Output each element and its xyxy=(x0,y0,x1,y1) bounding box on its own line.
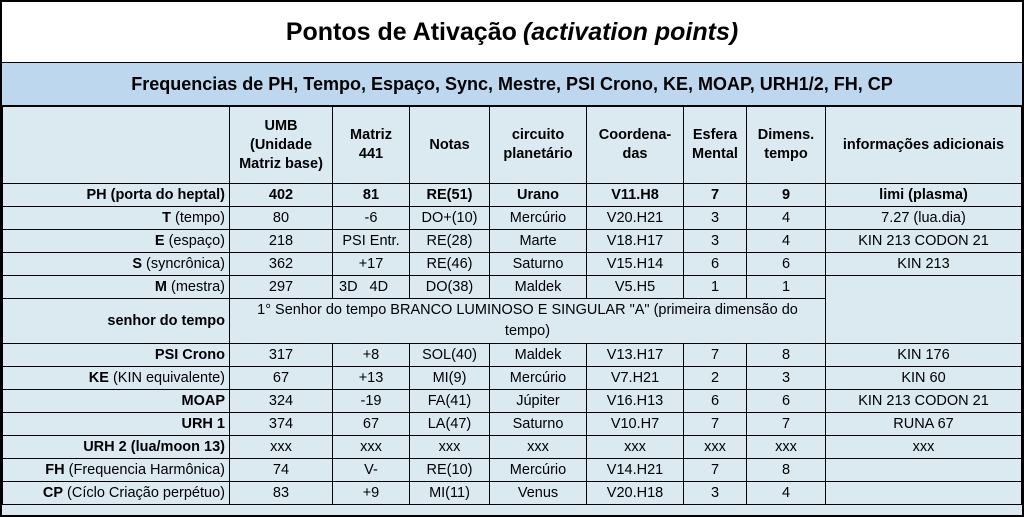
cell-matriz: +8 xyxy=(333,344,410,367)
row-label-senhor: senhor do tempo xyxy=(3,299,230,344)
cell-circuito: Venus xyxy=(490,482,587,505)
cell-matriz: +17 xyxy=(333,253,410,276)
cell-circuito: Júpiter xyxy=(490,390,587,413)
cell-dimens: 6 xyxy=(747,253,826,276)
cell-matriz xyxy=(333,276,410,299)
cell-coord: V5.H5 xyxy=(587,276,684,299)
cell-info: KIN 176 xyxy=(826,344,1022,367)
cell-coord: V14.H21 xyxy=(587,459,684,482)
cell-coord: V20.H21 xyxy=(587,207,684,230)
cell-circuito: Maldek xyxy=(490,276,587,299)
cell-matriz: V- xyxy=(333,459,410,482)
table-row xyxy=(3,184,1022,207)
cell-umb: 324 xyxy=(230,390,333,413)
cell-dimens: 4 xyxy=(747,230,826,253)
cell-notas: DO(38) xyxy=(410,276,490,299)
cell-circuito: Saturno xyxy=(490,253,587,276)
cell-info xyxy=(826,482,1022,505)
header-dimens: Dimens. tempo xyxy=(747,107,826,184)
cell-matriz: -19 xyxy=(333,390,410,413)
cell-umb: 402 xyxy=(230,184,333,207)
row-label: FH (Frequencia Harmônica) xyxy=(3,459,230,482)
cell-info: RUNA 67 xyxy=(826,413,1022,436)
cell-matriz: xxx xyxy=(333,436,410,459)
row-label: CP (Cíclo Criação perpétuo) xyxy=(3,482,230,505)
table-row xyxy=(3,390,1022,413)
cell-esfera: 3 xyxy=(684,482,747,505)
cell-notas: RE(51) xyxy=(410,184,490,207)
cell-notas: RE(10) xyxy=(410,459,490,482)
cell-dimens: 4 xyxy=(747,207,826,230)
cell-matriz: 81 xyxy=(333,184,410,207)
row-label: KE (KIN equivalente) xyxy=(3,367,230,390)
cell-notas: SOL(40) xyxy=(410,344,490,367)
table-row xyxy=(3,207,1022,230)
cell-dimens: xxx xyxy=(747,436,826,459)
cell-info: KIN 60 xyxy=(826,367,1022,390)
cell-circuito: Urano xyxy=(490,184,587,207)
cell-coord: V18.H17 xyxy=(587,230,684,253)
cell-esfera: 6 xyxy=(684,253,747,276)
cell-dimens: 3 xyxy=(747,367,826,390)
cell-esfera: 7 xyxy=(684,459,747,482)
table-row xyxy=(3,253,1022,276)
row-label: M (mestra) xyxy=(3,276,230,299)
cell-info xyxy=(826,276,1022,344)
cell-notas: DO+(10) xyxy=(410,207,490,230)
table-row xyxy=(3,367,1022,390)
cell-umb: xxx xyxy=(230,436,333,459)
cell-dimens: 9 xyxy=(747,184,826,207)
header-coordenadas: Coordena-das xyxy=(587,107,684,184)
sheet-title xyxy=(2,2,1022,63)
table-body-top xyxy=(3,184,1022,276)
header-info: informações adicionais xyxy=(826,107,1022,184)
cell-umb: 317 xyxy=(230,344,333,367)
cell-info: KIN 213 xyxy=(826,253,1022,276)
cell-coord: V15.H14 xyxy=(587,253,684,276)
row-label: PSI Crono xyxy=(3,344,230,367)
cell-esfera: 6 xyxy=(684,390,747,413)
table-row xyxy=(3,230,1022,253)
cell-dimens: 4 xyxy=(747,482,826,505)
table-row xyxy=(3,413,1022,436)
cell-dimens: 8 xyxy=(747,344,826,367)
cell-notas: MI(9) xyxy=(410,367,490,390)
cell-notas: xxx xyxy=(410,436,490,459)
table-row-mestra xyxy=(3,276,1022,299)
table-row xyxy=(3,344,1022,367)
cell-umb: 80 xyxy=(230,207,333,230)
table-row xyxy=(3,482,1022,505)
cell-esfera: 7 xyxy=(684,413,747,436)
cell-matriz-a: 3D xyxy=(339,278,358,295)
cell-info: 7.27 (lua.dia) xyxy=(826,207,1022,230)
table-body-bottom xyxy=(3,344,1022,505)
table-row xyxy=(3,459,1022,482)
table-row xyxy=(3,436,1022,459)
sheet-subtitle: Frequencias de PH, Tempo, Espaço, Sync, Mestre, PSI Crono, KE, MOAP, URH1/2, FH, CP xyxy=(2,63,1022,106)
header-row xyxy=(3,107,1022,184)
cell-umb: 83 xyxy=(230,482,333,505)
cell-circuito: Mercúrio xyxy=(490,367,587,390)
cell-umb: 74 xyxy=(230,459,333,482)
cell-coord: V10.H7 xyxy=(587,413,684,436)
cell-matriz: 67 xyxy=(333,413,410,436)
cell-notas: MI(11) xyxy=(410,482,490,505)
cell-coord: V20.H18 xyxy=(587,482,684,505)
cell-circuito: Mercúrio xyxy=(490,207,587,230)
cell-umb: 297 xyxy=(230,276,333,299)
cell-matriz: PSI Entr. xyxy=(333,230,410,253)
row-label: T (tempo) xyxy=(3,207,230,230)
cell-umb: 374 xyxy=(230,413,333,436)
cell-esfera: 2 xyxy=(684,367,747,390)
activation-table xyxy=(2,106,1022,505)
cell-esfera: xxx xyxy=(684,436,747,459)
row-label: PH (porta do heptal) xyxy=(3,184,230,207)
cell-circuito: Mercúrio xyxy=(490,459,587,482)
cell-esfera: 3 xyxy=(684,230,747,253)
header-circuito: circuito planetário xyxy=(490,107,587,184)
cell-notas: FA(41) xyxy=(410,390,490,413)
cell-coord: V11.H8 xyxy=(587,184,684,207)
cell-umb: 218 xyxy=(230,230,333,253)
cell-info: KIN 213 CODON 21 xyxy=(826,230,1022,253)
table-body-middle xyxy=(3,276,1022,344)
row-label: URH 2 (lua/moon 13) xyxy=(3,436,230,459)
cell-umb: 67 xyxy=(230,367,333,390)
cell-umb: 362 xyxy=(230,253,333,276)
cell-circuito: Maldek xyxy=(490,344,587,367)
cell-coord: V7.H21 xyxy=(587,367,684,390)
row-label: URH 1 xyxy=(3,413,230,436)
title-main: Pontos de Ativação xyxy=(285,17,517,46)
cell-dimens: 7 xyxy=(747,413,826,436)
cell-coord: xxx xyxy=(587,436,684,459)
header-label xyxy=(3,107,230,184)
cell-coord: V16.H13 xyxy=(587,390,684,413)
cell-notas: RE(28) xyxy=(410,230,490,253)
cell-circuito: Marte xyxy=(490,230,587,253)
cell-info xyxy=(826,459,1022,482)
row-label: S (syncrônica) xyxy=(3,253,230,276)
cell-notas: RE(46) xyxy=(410,253,490,276)
cell-esfera: 3 xyxy=(684,207,747,230)
cell-dimens: 1 xyxy=(747,276,826,299)
header-umb: UMB (Unidade Matriz base) xyxy=(230,107,333,184)
cell-esfera: 7 xyxy=(684,344,747,367)
cell-circuito: xxx xyxy=(490,436,587,459)
header-esfera: Esfera Mental xyxy=(684,107,747,184)
cell-dimens: 8 xyxy=(747,459,826,482)
cell-dimens: 6 xyxy=(747,390,826,413)
cell-info: limi (plasma) xyxy=(826,184,1022,207)
header-matriz: Matriz 441 xyxy=(333,107,410,184)
senhor-note: 1° Senhor do tempo BRANCO LUMINOSO E SINGULAR "A" (primeira dimensão do tempo) xyxy=(230,299,826,344)
cell-matriz: -6 xyxy=(333,207,410,230)
cell-matriz-b: 4D xyxy=(369,278,389,295)
cell-esfera: 1 xyxy=(684,276,747,299)
row-label: MOAP xyxy=(3,390,230,413)
cell-notas: LA(47) xyxy=(410,413,490,436)
cell-info: KIN 213 CODON 21 xyxy=(826,390,1022,413)
cell-circuito: Saturno xyxy=(490,413,587,436)
header-notas: Notas xyxy=(410,107,490,184)
cell-coord: V13.H17 xyxy=(587,344,684,367)
cell-matriz: +13 xyxy=(333,367,410,390)
row-label: E (espaço) xyxy=(3,230,230,253)
cell-matriz: +9 xyxy=(333,482,410,505)
title-italic: (activation points) xyxy=(522,17,739,46)
cell-info: xxx xyxy=(826,436,1022,459)
cell-esfera: 7 xyxy=(684,184,747,207)
